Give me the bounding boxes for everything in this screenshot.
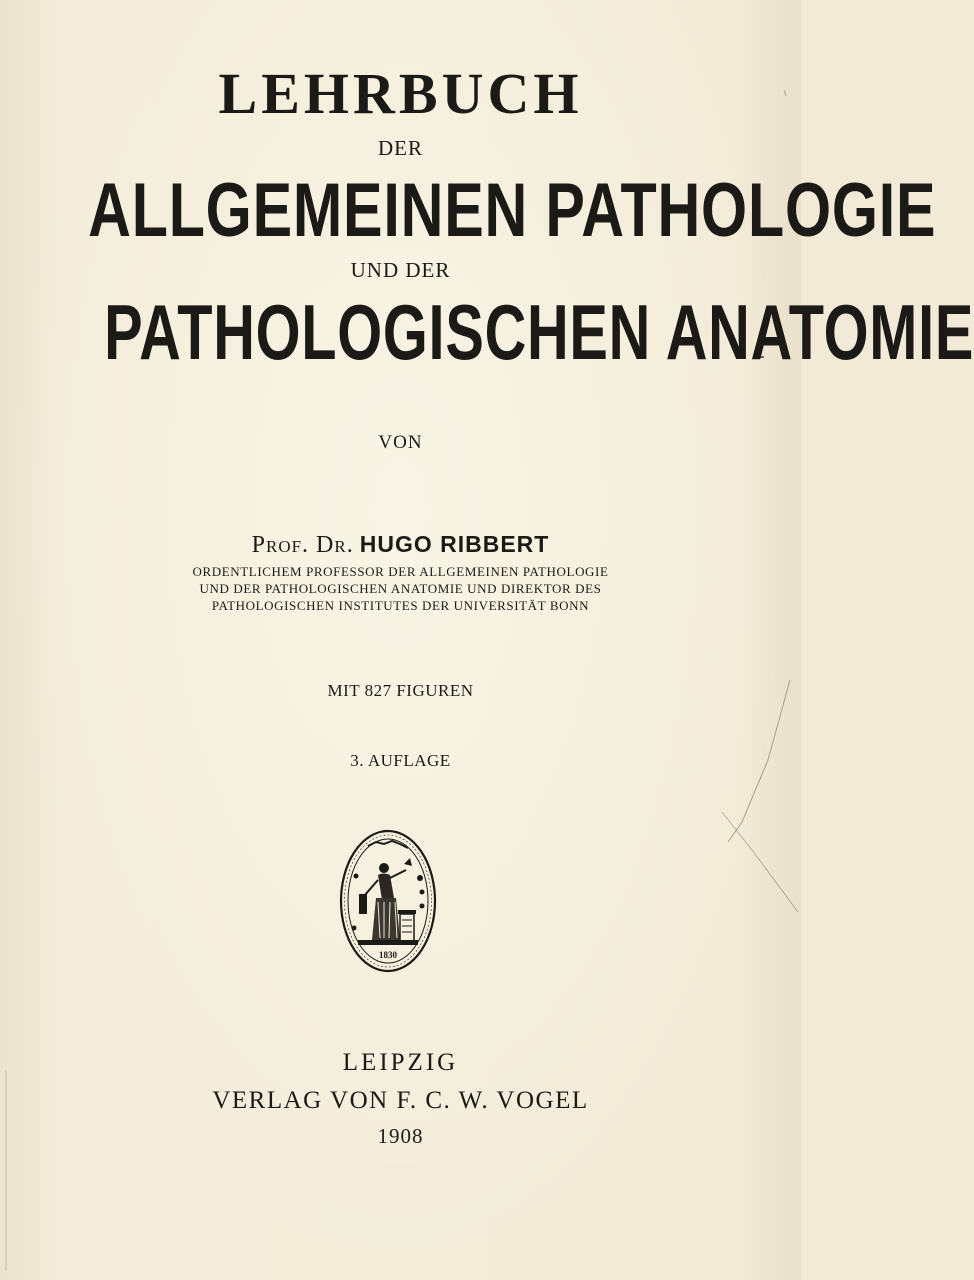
title-von: VON bbox=[378, 432, 423, 453]
affiliation-line: PATHOLOGISCHEN INSTITUTES DER UNIVERSITÄT BONN bbox=[211, 598, 590, 613]
title-und-der: UND DER bbox=[350, 258, 451, 282]
title-allgemeinen-pathologie: ALLGEMEINEN PATHOLOGIE bbox=[88, 168, 937, 253]
title-lehrbuch: LEHRBUCH bbox=[218, 61, 583, 126]
title-der: DER bbox=[378, 136, 423, 160]
affiliation-line: UND DER PATHOLOGISCHEN ANATOMIE UND DIREKTOR DES bbox=[199, 581, 602, 596]
author-title: Prof. Dr. bbox=[251, 532, 354, 558]
affiliation-line: ORDENTLICHEM PROFESSOR DER ALLGEMEINEN PATHOLOGIE bbox=[192, 564, 609, 579]
figures-count: MIT 827 FIGUREN bbox=[327, 681, 474, 700]
publisher-city: LEIPZIG bbox=[342, 1049, 459, 1076]
publisher-name: VERLAG VON F. C. W. VOGEL bbox=[212, 1087, 589, 1114]
author-line bbox=[0, 530, 801, 559]
edition-line: 3. AUFLAGE bbox=[350, 751, 451, 770]
publisher-device-year: 1830 bbox=[379, 950, 397, 960]
publication-year: 1908 bbox=[377, 1124, 424, 1148]
publisher-device-icon bbox=[338, 828, 438, 976]
author-name: HUGO RIBBERT bbox=[359, 531, 550, 557]
title-pathologischen-anatomie: PATHOLOGISCHEN ANATOMIE bbox=[104, 288, 974, 376]
